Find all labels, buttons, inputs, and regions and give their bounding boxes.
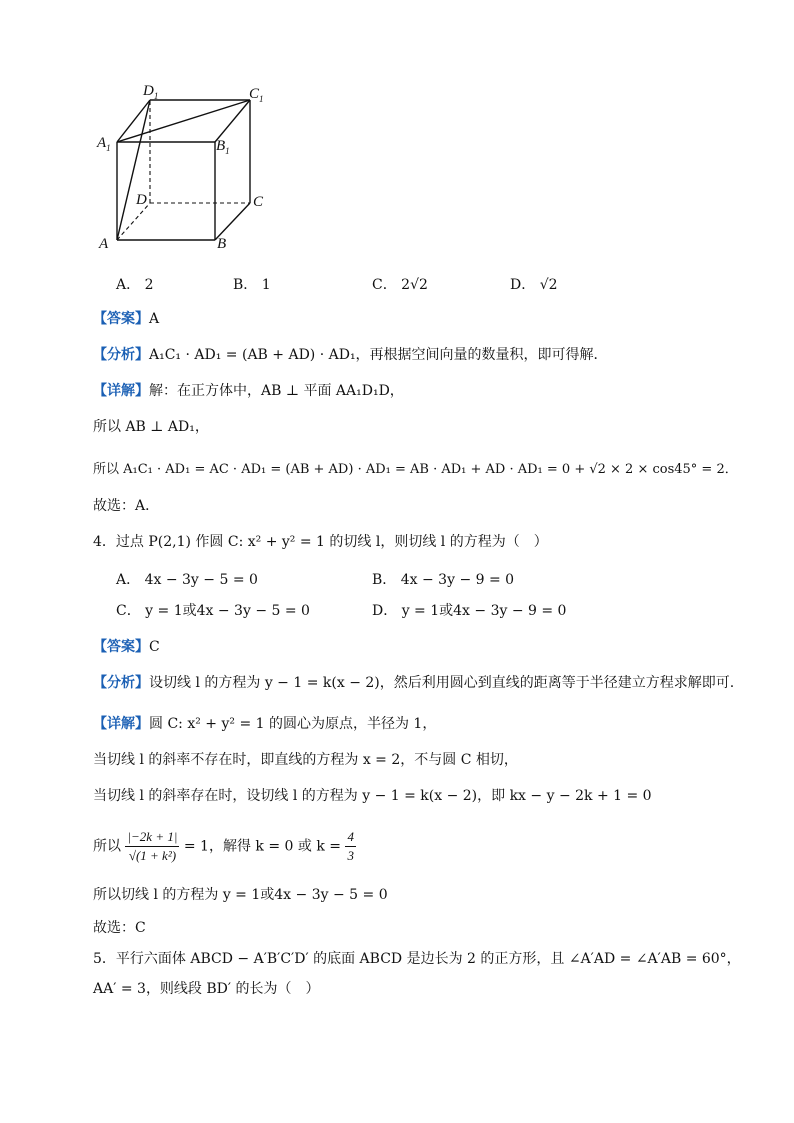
q4-answer: 【答案】C [93, 639, 160, 655]
q3-option-c: C． 2√2 [372, 277, 428, 293]
q4-stem: 4．过点 P(2,1) 作圆 C: x² + y² = 1 的切线 l，则切线 l 的方程为（ ） [93, 534, 548, 550]
label-B: B [217, 236, 227, 252]
q3-detail-2: 所以 AB ⊥ AD₁， [93, 419, 209, 435]
edge-B-C [215, 203, 250, 240]
label-A1: $A_1$ [97, 135, 111, 153]
q3-analysis: 【分析】A₁C₁ · AD₁ = (AB + AD) · AD₁，再根据空间向量的数量积，即可得解． [93, 347, 608, 363]
q3-option-d: D． √2 [510, 277, 558, 293]
q4-detail-2: 当切线 l 的斜率不存在时，即直线的方程为 x = 2，不与圆 C 相切， [93, 752, 518, 768]
q3-option-a: A． 2 [116, 277, 154, 293]
q5-stem-line-1: 5．平行六面体 ABCD − A′B′C′D′ 的底面 ABCD 是边长为 2 的正方形，且 ∠A′AD = ∠A′AB = 60°， [93, 951, 741, 967]
diag-A1-C1 [117, 100, 250, 142]
k-value-fraction: $\frac{4}{3}$ [347, 829, 354, 863]
q3-conclusion: 故选：A． [93, 498, 160, 514]
q4-conclusion: 故选：C [93, 920, 146, 936]
q4-detail-3: 当切线 l 的斜率存在时，设切线 l 的方程为 y − 1 = k(x − 2)，即 kx − y − 2k + 1 = 0 [93, 788, 652, 804]
q4-analysis: 【分析】设切线 l 的方程为 y − 1 = k(x − 2)，然后利用圆心到直线的距离等于半径建立方程求解即可. [93, 675, 735, 691]
label-C: C [253, 194, 264, 210]
distance-fraction: $\frac{|-2k + 1|}{\text{√(1 + k²)}}$ [127, 829, 178, 863]
q3-answer: 【答案】A [93, 311, 160, 327]
q3-detail-1: 【详解】解：在正方体中，AB ⊥ 平面 AA₁D₁D， [93, 383, 404, 399]
edge-B1-C1 [215, 100, 250, 142]
label-C1: $C_1$ [249, 86, 264, 104]
cube-figure [90, 80, 290, 260]
label-B1: $B_1$ [216, 138, 230, 156]
q4-detail-4: 所以 $\frac{|-2k + 1|}{\text{√(1 + k²)}}$ = 1，解得 k = 0 或 k = $\frac{4}{3}$ [93, 829, 354, 863]
q4-detail-1: 【详解】圆 C: x² + y² = 1 的圆心为原点，半径为 1， [93, 716, 437, 732]
q4-option-d: D． y = 1或4x − 3y − 9 = 0 [372, 603, 567, 619]
label-D1: $D_1$ [143, 83, 159, 101]
q4-option-a: A． 4x − 3y − 5 = 0 [116, 572, 258, 588]
q4-option-c: C． y = 1或4x − 3y − 5 = 0 [116, 603, 310, 619]
q4-option-b: B． 4x − 3y − 9 = 0 [372, 572, 515, 588]
q4-detail-5: 所以切线 l 的方程为 y = 1或4x − 3y − 5 = 0 [93, 887, 388, 903]
q3-option-b: B． 1 [233, 277, 271, 293]
label-A: A [99, 236, 109, 252]
q5-stem-line-2: AA′ = 3，则线段 BD′ 的长为（ ） [93, 981, 320, 997]
label-D: D [136, 192, 147, 208]
q3-detail-3: 所以 A₁C₁ · AD₁ = AC · AD₁ = (AB + AD) · AD₁ = AB · AD₁ + AD · AD₁ = 0 + √2 × 2 × cos45° = 2． [93, 462, 738, 477]
